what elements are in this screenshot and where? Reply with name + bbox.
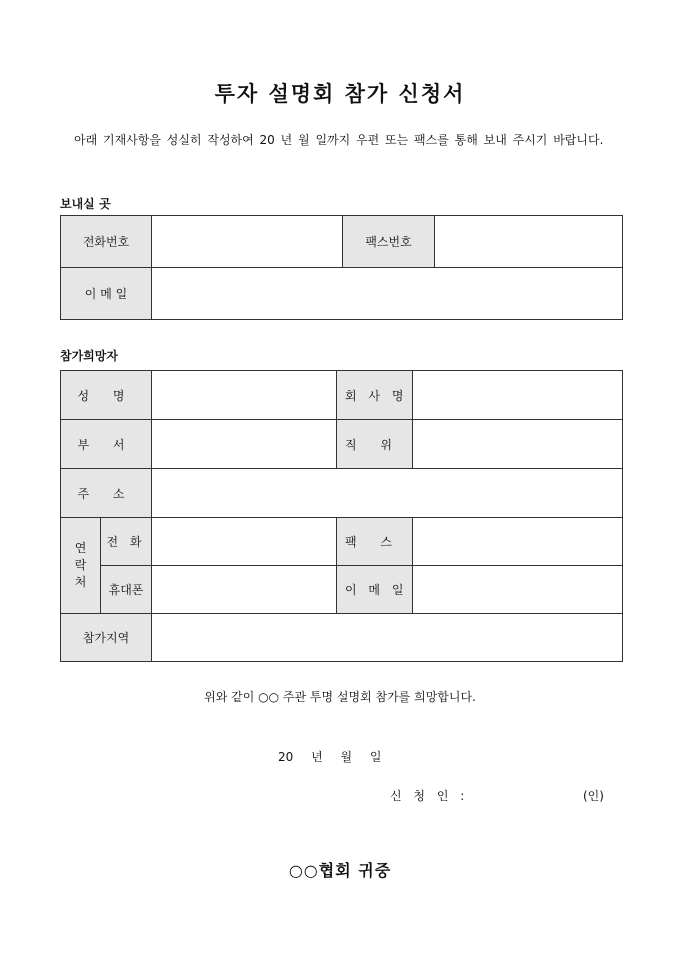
address-field[interactable] (152, 469, 623, 518)
date-line: 20 년 월 일 (278, 750, 382, 764)
recipient: ○○협회 귀중 (288, 861, 392, 880)
contact-label: 연 락 처 (61, 518, 101, 614)
phone-label: 전화번호 (61, 216, 152, 268)
position-field[interactable] (413, 420, 623, 469)
closing-text: 위와 같이 ○○ 주관 투명 설명회 참가를 희망합니다. (204, 690, 476, 704)
address-label: 주 소 (61, 469, 152, 518)
company-label: 회 사 명 (337, 371, 413, 420)
region-label: 참가지역 (61, 614, 152, 662)
mobile-field[interactable] (152, 566, 337, 614)
name-field[interactable] (152, 371, 337, 420)
dept-label: 부 서 (61, 420, 152, 469)
email-field[interactable] (152, 268, 623, 320)
contact-phone-label: 전 화 (101, 518, 152, 566)
contact-fax-field[interactable] (413, 518, 623, 566)
intro-text: 아래 기재사항을 성실히 작성하여 20 년 월 일까지 우편 또는 팩스를 통해 보내 주시기 바랍니다. (74, 133, 604, 147)
mobile-label: 휴대폰 (101, 566, 152, 614)
fax-field[interactable] (435, 216, 623, 268)
fax-label: 팩스번호 (343, 216, 435, 268)
name-label: 성 명 (61, 371, 152, 420)
applicant-table (60, 370, 623, 662)
send-to-table (60, 215, 623, 320)
applicant-signature-label: 신 청 인 : (390, 789, 469, 803)
applicant-heading: 참가희망자 (60, 349, 118, 363)
email-label: 이 메 일 (61, 268, 152, 320)
region-field[interactable] (152, 614, 623, 662)
position-label: 직 위 (337, 420, 413, 469)
contact-email-label: 이 메 일 (337, 566, 413, 614)
contact-fax-label: 팩 스 (337, 518, 413, 566)
dept-field[interactable] (152, 420, 337, 469)
phone-field[interactable] (152, 216, 343, 268)
form-title: 투자 설명회 참가 신청서 (214, 81, 466, 106)
contact-phone-field[interactable] (152, 518, 337, 566)
company-field[interactable] (413, 371, 623, 420)
seal-mark: (인) (583, 789, 604, 803)
contact-email-field[interactable] (413, 566, 623, 614)
send-to-heading: 보내실 곳 (60, 197, 111, 211)
